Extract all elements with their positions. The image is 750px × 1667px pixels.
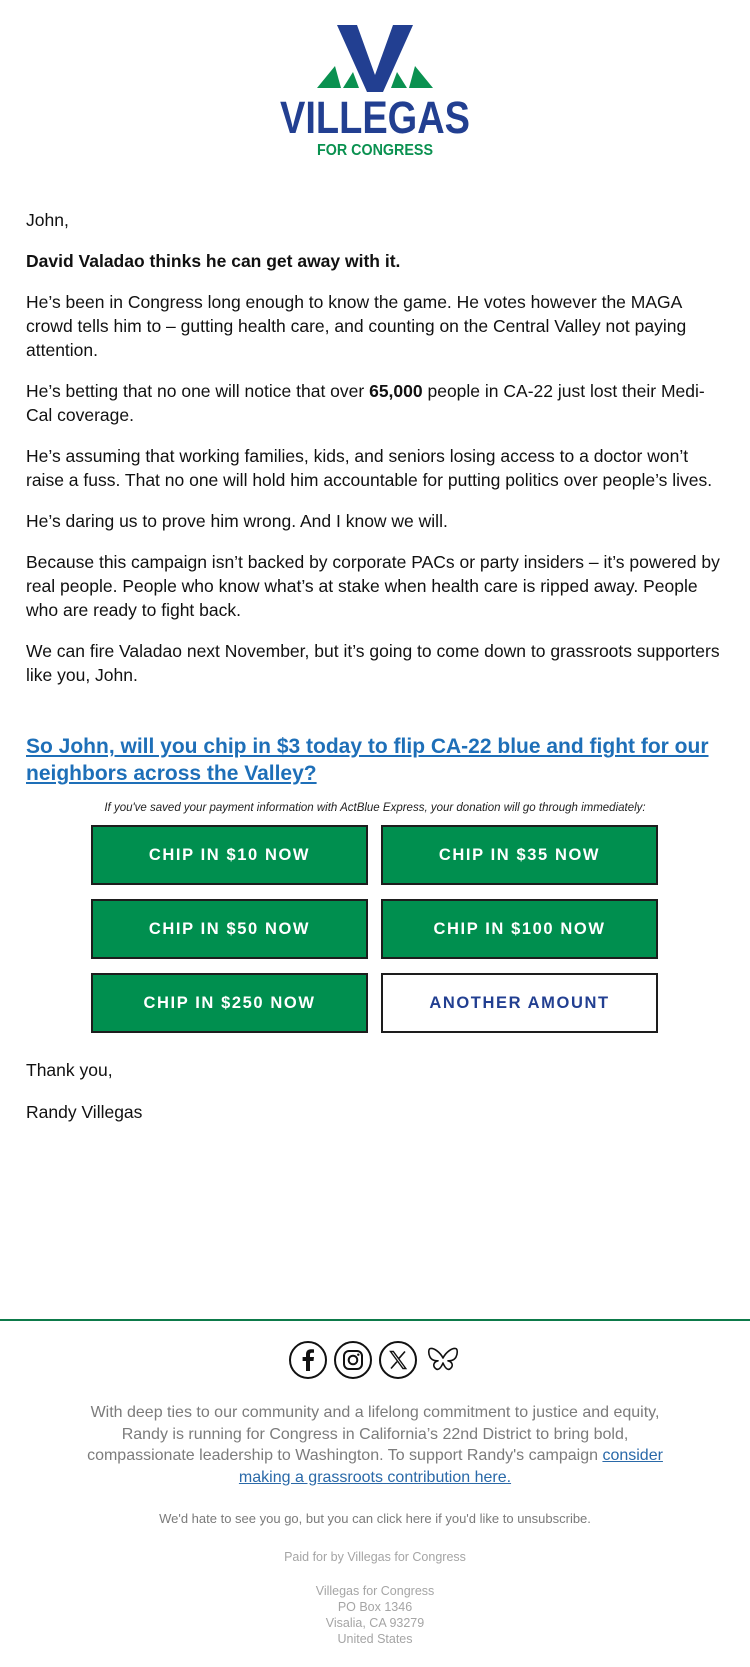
address-line: United States — [337, 1632, 413, 1646]
paragraph-1: He’s been in Congress long enough to know the game. He votes however the MAGA crowd tells him to – gutting health care, and counting on the Central Valley not paying attention. — [26, 292, 687, 360]
address-line: PO Box 1346 — [337, 1600, 413, 1614]
paragraph-2-start: He’s betting that no one will notice that over — [26, 381, 370, 401]
chip-in-10-button[interactable]: CHIP IN $10 NOW — [91, 825, 368, 885]
signoff — [26, 1058, 142, 1142]
chip-in-100-button[interactable]: CHIP IN $100 NOW — [381, 899, 658, 959]
unsubscribe-link[interactable]: We'd hate to see you go, but you can click here if you'd like to unsubscribe. — [159, 1511, 591, 1526]
x-icon[interactable] — [378, 1340, 418, 1380]
paragraph-2-end: people in CA-22 just lost their Medi-Cal coverage. — [26, 381, 705, 425]
address-line: Villegas for Congress — [315, 1584, 435, 1598]
chip-in-cta-link[interactable]: So John, will you chip in $3 today to flip CA-22 blue and fight for our neighbors across the Valley? — [26, 735, 709, 785]
address-line: Visalia, CA 93279 — [325, 1616, 425, 1630]
thank-you-text: Thank you, — [26, 1060, 113, 1080]
chip-in-35-button[interactable]: CHIP IN $35 NOW — [381, 825, 658, 885]
headline — [26, 249, 726, 273]
paragraph-4: He’s daring us to prove him wrong. And I know we will. — [26, 511, 448, 531]
about-text: With deep ties to our community and a lifelong commitment to justice and equity, Randy is running for Congress in California’s 22nd District to bring bold, compassionate leadership to Washington. To support Randy's campaign — [87, 1404, 660, 1464]
paid-for-disclaimer: Paid for by Villegas for Congress — [284, 1550, 466, 1564]
paragraph-5: Because this campaign isn’t backed by corporate PACs or party insiders – it’s powered by real people. People who know what’s at stake when health care is ripped away. People who are ready to fight back. — [26, 552, 720, 620]
logo-name: VILLEGAS — [280, 92, 470, 143]
social-links — [0, 1340, 750, 1384]
about-campaign-text — [80, 1402, 670, 1488]
logo-tagline: FOR CONGRESS — [317, 142, 434, 159]
footer-divider — [0, 1319, 750, 1321]
greeting: John, — [26, 210, 69, 230]
another-amount-button[interactable]: ANOTHER AMOUNT — [381, 973, 658, 1033]
villegas-logo-mark — [275, 20, 475, 160]
medi-cal-count: 65,000 — [369, 381, 423, 401]
paragraph-6: We can fire Valadao next November, but it’s going to come down to grassroots supporters like you, John. — [26, 641, 720, 685]
grassroots-contribution-link[interactable]: consider making a grassroots contribution here. — [238, 1447, 663, 1486]
paragraph-3: He’s assuming that working families, kids, and seniors losing access to a doctor won’t raise a fuss. That no one will hold him accountable for putting politics over people’s lives. — [26, 446, 713, 490]
campaign-logo — [0, 20, 750, 170]
letter-body — [26, 208, 726, 704]
headline-text: David Valadao thinks he can get away with it. — [26, 251, 401, 271]
facebook-icon[interactable] — [288, 1340, 328, 1380]
mailing-address — [0, 1583, 750, 1647]
chip-in-50-button[interactable]: CHIP IN $50 NOW — [91, 899, 368, 959]
instagram-icon[interactable] — [333, 1340, 373, 1380]
chip-in-250-button[interactable]: CHIP IN $250 NOW — [91, 973, 368, 1033]
signature-name: Randy Villegas — [26, 1102, 143, 1122]
paragraph-2 — [26, 379, 726, 427]
bluesky-icon[interactable] — [423, 1340, 463, 1380]
actblue-express-note: If you've saved your payment information with ActBlue Express, your donation will go through immediately: — [104, 802, 646, 814]
